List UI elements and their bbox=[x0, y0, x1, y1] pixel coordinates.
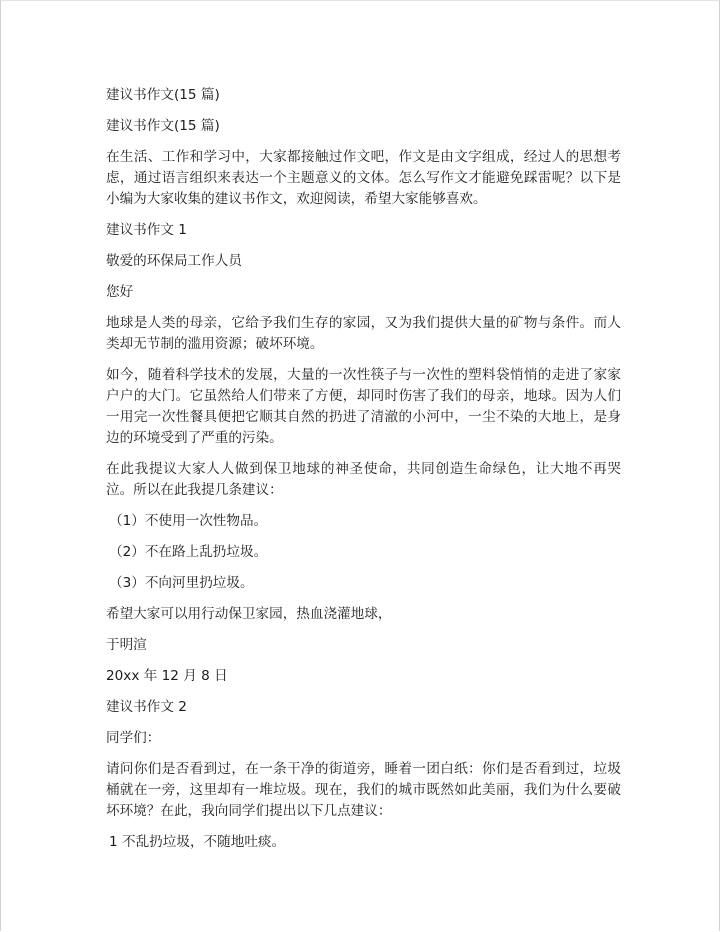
document-subtitle: 建议书作文(15 篇) bbox=[106, 118, 220, 134]
suggestion-item: 1 不乱扔垃圾，不随地吐痰。 bbox=[109, 834, 286, 850]
salutation: 敬爱的环保局工作人员 bbox=[106, 253, 242, 269]
greeting: 您好 bbox=[106, 284, 134, 300]
signature-date: 20xx 年 12 月 8 日 bbox=[106, 668, 228, 684]
body-paragraph: 请问你们是否看到过，在一条干净的街道旁，睡着一团白纸：你们是否看到过，垃圾桶就在一旁，这里却有一堆垃圾。现在，我们的城市既然如此美丽，我们为什么要破坏环境？在此，我向同学们提出以下几点建议： bbox=[106, 761, 621, 819]
intro-paragraph: 在生活、工作和学习中，大家都接触过作文吧，作文是由文字组成，经过人的思想考虑，通过语言组织来表达一个主题意义的文体。怎么写作文才能避免踩雷呢？以下是小编为大家收集的建议书作文，欢迎阅读，希望大家能够喜欢。 bbox=[106, 149, 621, 207]
suggestion-item: （3）不向河里扔垃圾。 bbox=[109, 575, 254, 591]
essay-1-heading: 建议书作文 1 bbox=[106, 222, 187, 238]
essay-2-heading: 建议书作文 2 bbox=[106, 699, 187, 715]
salutation: 同学们： bbox=[106, 730, 161, 746]
body-paragraph: 如今，随着科学技术的发展，大量的一次性筷子与一次性的塑料袋悄悄的走进了家家户户的大门。它虽然给人们带来了方便，却同时伤害了我们的母亲，地球。因为人们一用完一次性餐具便把它顺其自然的扔进了清澈的小河中，一尘不染的大地上，是身边的环境受到了严重的污染。 bbox=[106, 367, 621, 446]
suggestion-item: （2）不在路上乱扔垃圾。 bbox=[109, 544, 268, 560]
closing-paragraph: 希望大家可以用行动保卫家园，热血浇灌地球， bbox=[106, 606, 392, 622]
suggestion-item: （1）不使用一次性物品。 bbox=[109, 513, 268, 529]
body-paragraph: 地球是人类的母亲，它给予我们生存的家园，又为我们提供大量的矿物与条件。而人类却无节制的滥用资源；破坏环境。 bbox=[106, 315, 621, 352]
signature-name: 于明渲 bbox=[106, 637, 147, 653]
document-title: 建议书作文(15 篇) bbox=[106, 87, 220, 103]
body-paragraph: 在此我提议大家人人做到保卫地球的神圣使命，共同创造生命绿色，让大地不再哭泣。所以在此我提几条建议： bbox=[106, 461, 621, 498]
document-body bbox=[106, 85, 621, 863]
